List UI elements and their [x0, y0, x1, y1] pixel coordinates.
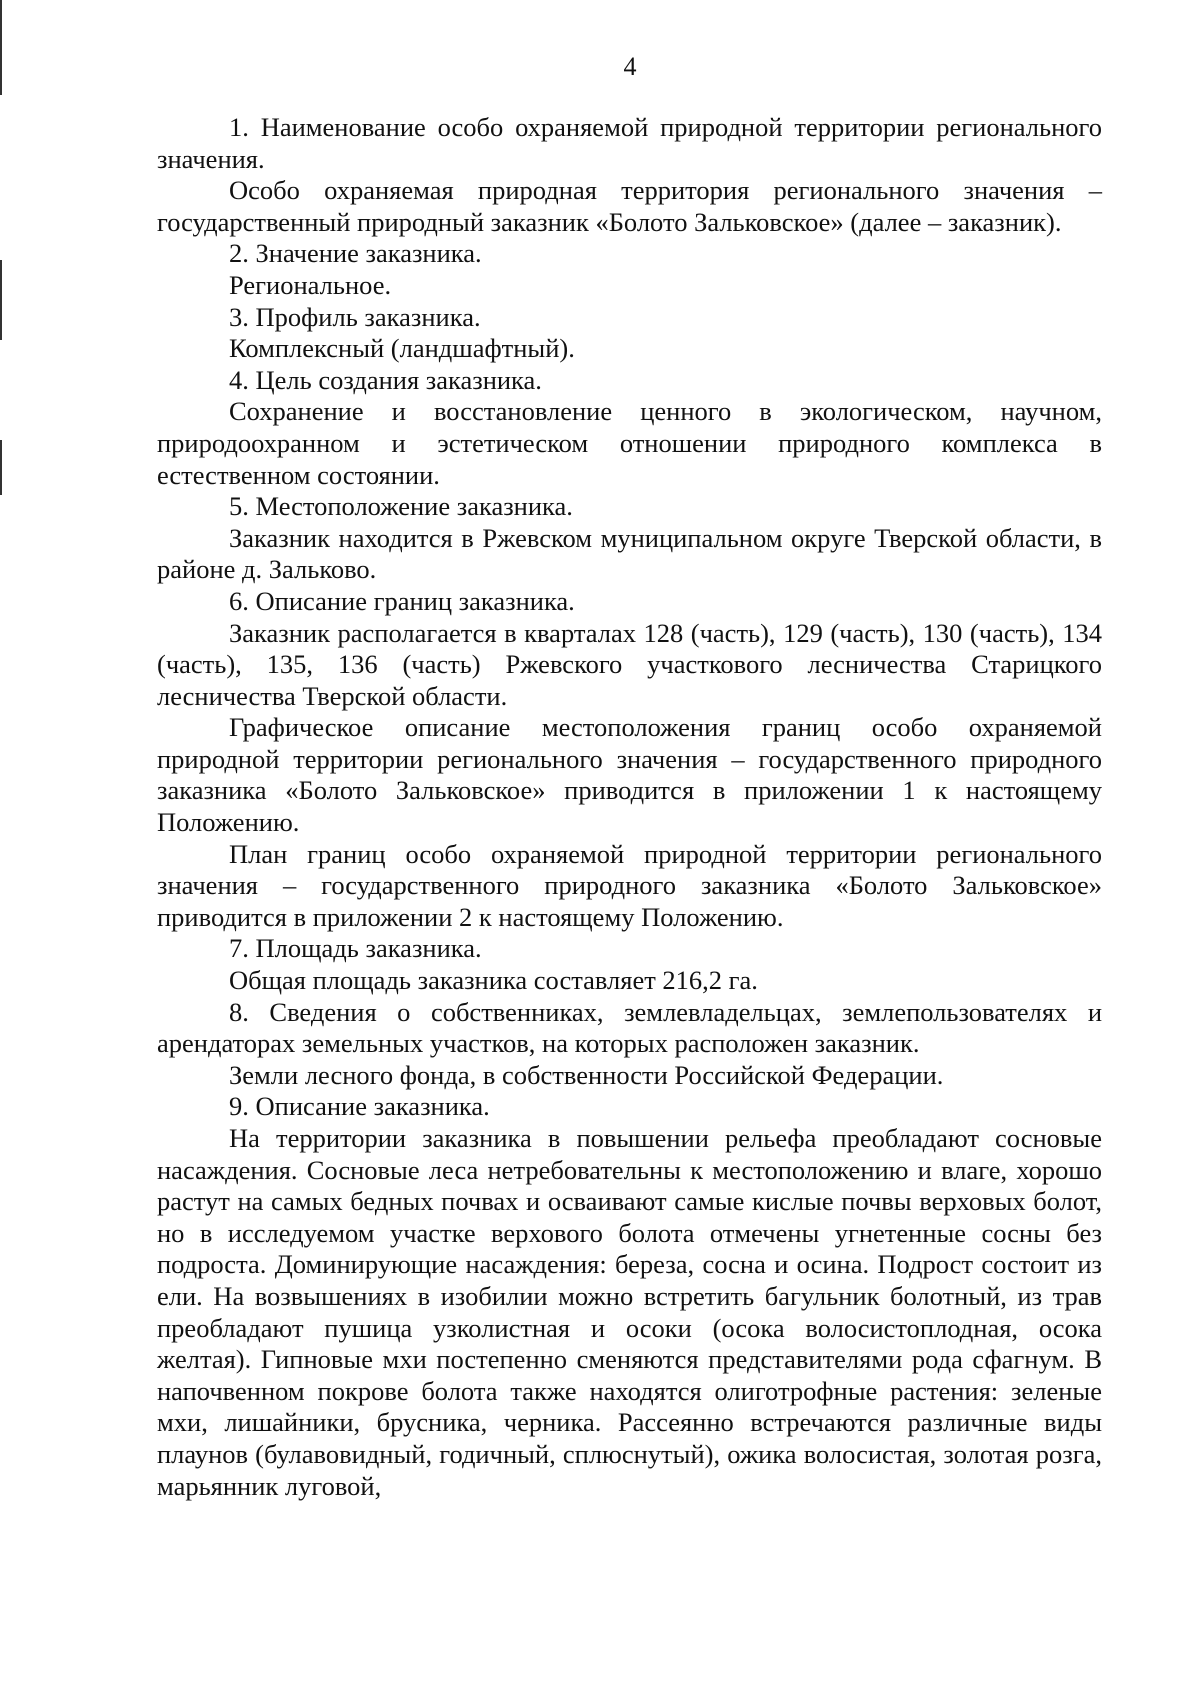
paragraph: На территории заказника в повышении рельефа преобладают сосновые насаждения. Сосновые леса нетребовательны к местоположению и влаге, хорошо растут на самых бедных почвах и осваивают самые кислые почвы верховых болот, но в исследуемом участке верхового болота отмечены угнетенные сосны без подроста. Доминирующие насаждения: береза, сосна и осина. Подрост состоит из ели. На возвышениях в изобилии можно встретить багульник болотный, из трав преобладают пушица узколистная и осоки (осока волосистоплодная, осока желтая). Гипновые мхи постепенно сменяются представителями рода сфагнум. В напочвенном покрове болота также находятся олиготрофные растения: зеленые мхи, лишайники, брусника, черника. Рассеянно встречаются различные виды плаунов (булавовидный, годичный, сплюснутый), ожика волосистая, золотая розга, марьянник луговой, — [157, 1123, 1102, 1501]
section-heading-purpose: 4. Цель создания заказника. — [229, 364, 542, 395]
paragraph: Заказник располагается в кварталах 128 (часть), 129 (часть), 130 (часть), 134 (часть), 135, 136 (часть) Ржевского участкового лесничества Старицкого лесничества Тверской области. — [157, 617, 1102, 711]
paragraph: Заказник находится в Ржевском муниципальном округе Тверской области, в районе д. Зальково. — [157, 522, 1102, 585]
section-heading-significance: 2. Значение заказника. — [229, 238, 482, 269]
scan-edge-line — [0, 260, 2, 340]
section-heading-area: 7. Площадь заказника. — [229, 933, 482, 964]
section-heading-owners: 8. Сведения о собственниках, землевладельцах, землепользователях и арендаторах земельных участков, на которых расположен заказник. — [157, 996, 1102, 1059]
paragraph: Земли лесного фонда, в собственности Российской Федерации. — [229, 1059, 944, 1090]
section-heading-location: 5. Местоположение заказника. — [229, 491, 573, 522]
paragraph: Региональное. — [229, 269, 392, 300]
paragraph: Сохранение и восстановление ценного в экологическом, научном, природоохранном и эстетическом отношении природного комплекса в естественном состоянии. — [157, 396, 1102, 490]
section-heading-boundaries: 6. Описание границ заказника. — [229, 585, 575, 616]
scan-edge-line — [0, 440, 2, 495]
section-heading-profile: 3. Профиль заказника. — [229, 301, 481, 332]
paragraph: План границ особо охраняемой природной территории регионального значения – государственного природного заказника «Болото Зальковское» приводится в приложении 2 к настоящему Положению. — [157, 838, 1102, 932]
paragraph: Особо охраняемая природная территория регионального значения – государственный природный заказник «Болото Зальковское» (далее – заказник). — [157, 175, 1102, 237]
paragraph: Комплексный (ландшафтный). — [229, 333, 575, 364]
paragraph: Графическое описание местоположения границ особо охраняемой природной территории регионального значения – государственного природного заказника «Болото Зальковское» приводится в приложении 1 к настоящему Положению. — [157, 712, 1102, 838]
page-number: 4 — [623, 52, 637, 81]
section-heading-name: 1. Наименование особо охраняемой природной территории регионального значения. — [157, 112, 1102, 174]
paragraph: Общая площадь заказника составляет 216,2 га. — [229, 965, 758, 996]
document-body — [157, 112, 1102, 1502]
section-heading-description: 9. Описание заказника. — [229, 1091, 490, 1122]
